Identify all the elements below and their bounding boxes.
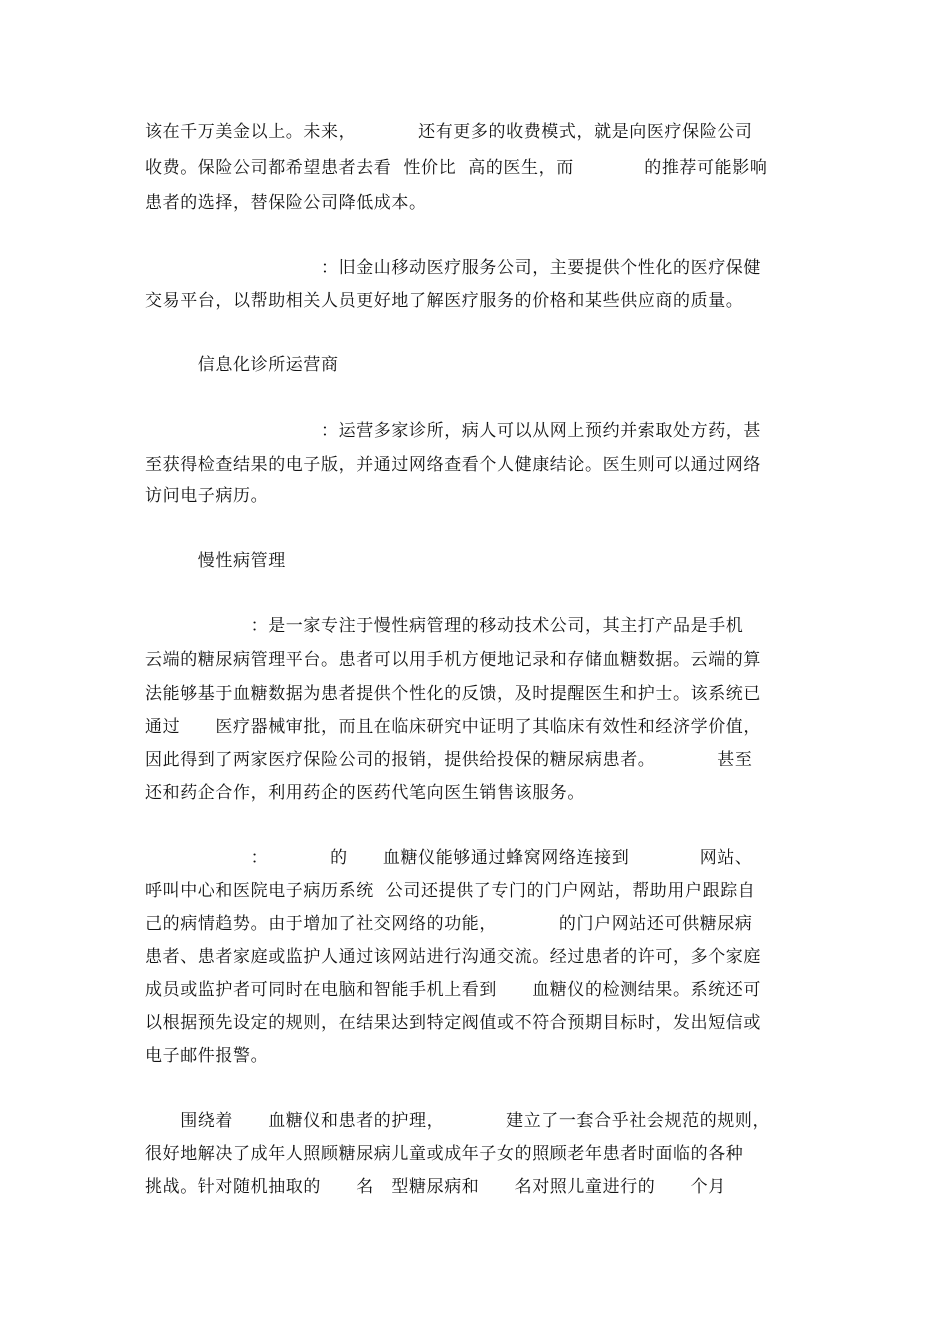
text-line: 交易平台，以帮助相关人员更好地了解医疗服务的价格和某些供应商的质量。 [145,291,744,311]
text-line: 收费。保险公司都希望患者去看 性价比 高的医生，而 的推荐可能影响 [145,158,768,178]
text-line: 通过 医疗器械审批，而且在临床研究中证明了其临床有效性和经济学价值， [145,717,761,737]
text-line: 挑战。针对随机抽取的 名 型糖尿病和 名对照儿童进行的 个月 [145,1177,726,1197]
text-line: ：是一家专注于慢性病管理的移动技术公司，其主打产品是手机 [145,616,744,636]
text-line: 以根据预先设定的规则，在结果达到特定阀值或不符合预期目标时，发出短信或 [145,1013,761,1033]
text-line: 患者、患者家庭或监护人通过该网站进行沟通交流。经过患者的许可，多个家庭 [145,947,761,967]
text-line: ：旧金山移动医疗服务公司，主要提供个性化的医疗保健 [145,258,761,278]
text-line: 因此得到了两家医疗保险公司的报销，提供给投保的糖尿病患者。 甚至 [145,750,753,770]
text-line: 云端的糖尿病管理平台。患者可以用手机方便地记录和存储血糖数据。云端的算 [145,650,761,670]
text-line: ： 的 血糖仪能够通过蜂窝网络连接到 网站、 [145,848,753,868]
text-line: 电子邮件报警。 [145,1046,269,1066]
text-line: 围绕着 血糖仪和患者的护理， 建立了一套合乎社会规范的规则， [145,1111,771,1131]
section-heading: 信息化诊所运营商 [145,355,339,375]
text-line: 访问电子病历。 [145,486,269,506]
text-line: 很好地解决了成年人照顾糖尿病儿童或成年子女的照顾老年患者时面临的各种 [145,1144,744,1164]
text-line: 法能够基于血糖数据为患者提供个性化的反馈，及时提醒医生和护士。该系统已 [145,684,761,704]
text-line: 成员或监护者可同时在电脑和智能手机上看到 血糖仪的检测结果。系统还可 [145,980,761,1000]
text-line: 该在千万美金以上。未来， 还有更多的收费模式，就是向医疗保险公司 [145,122,753,142]
text-line: ：运营多家诊所，病人可以从网上预约并索取处方药，甚 [145,421,761,441]
text-line: 还和药企合作，利用药企的医药代笔向医生销售该服务。 [145,783,585,803]
section-heading: 慢性病管理 [145,551,286,571]
text-line: 己的病情趋势。由于增加了社交网络的功能， 的门户网站还可供糖尿病 [145,914,753,934]
text-line: 呼叫中心和医院电子病历系统 公司还提供了专门的门户网站，帮助用户跟踪自 [145,881,756,901]
text-line: 至获得检查结果的电子版，并通过网络查看个人健康结论。医生则可以通过网络 [145,455,761,475]
text-line: 患者的选择，替保险公司降低成本。 [145,193,427,213]
